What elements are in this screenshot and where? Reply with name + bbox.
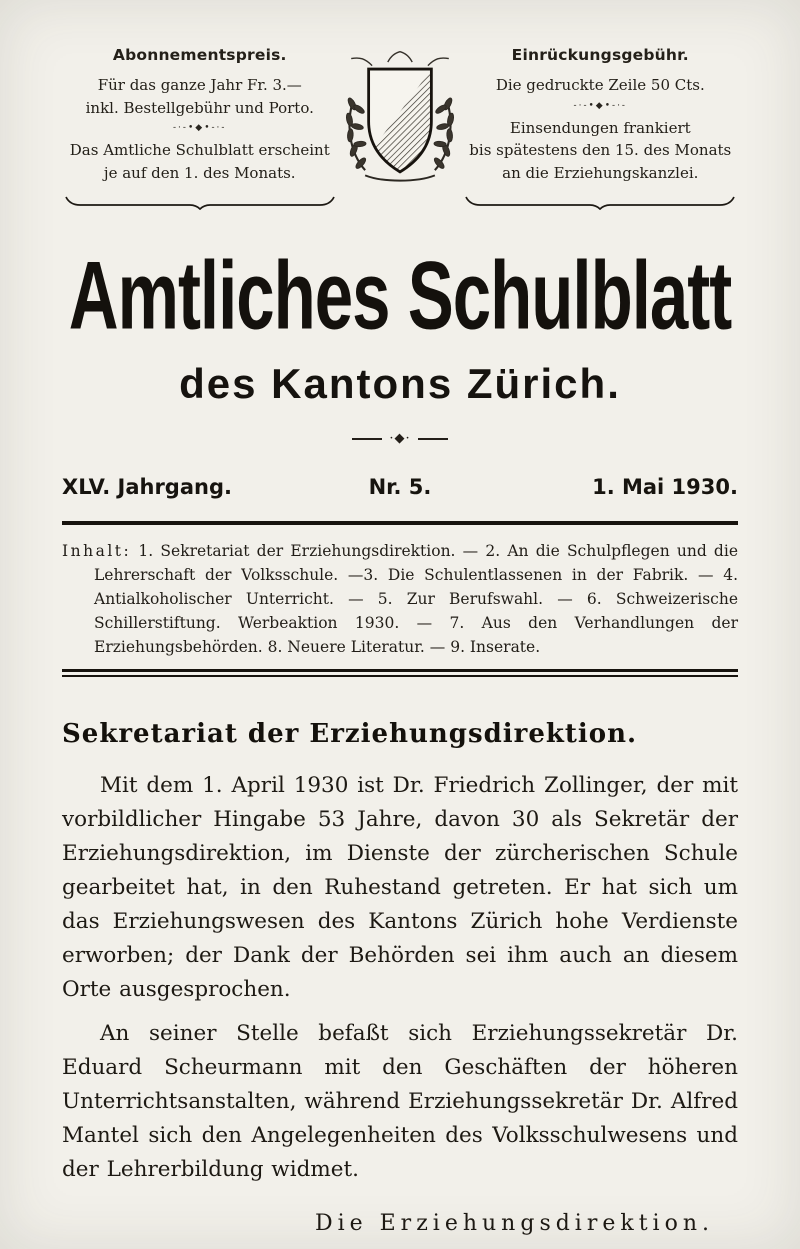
gazette-title: Amtliches Schulblatt (68, 241, 732, 350)
crest-box (337, 44, 462, 186)
ornament-rule-left (352, 438, 382, 440)
gazette-subtitle: des Kantons Zürich. (179, 360, 621, 408)
table-of-contents (62, 539, 738, 659)
fleuron-icon: ·◆· (389, 431, 411, 447)
subscription-line: inkl. Bestellgebühr und Porto. (85, 98, 314, 117)
article-paragraph: An seiner Stelle befaßt sich Erziehungssekretär Dr. Eduard Scheurmann mit den Geschäften der höheren Unterrichtsanstalten, während Erziehungssekretär Dr. Alfred Mantel sich den Angelegenheiten des Volksschulwesens und der Lehrerbildung widmet. (62, 1021, 738, 1182)
issue-number-label: Nr. 5. (368, 475, 432, 500)
inhalt-label: Inhalt: (62, 542, 132, 561)
subscription-price-heading: Abonnementspreis. (112, 46, 287, 64)
issue-date-label: 1. Mai 1930. (592, 475, 738, 500)
ornament-rule-right (418, 438, 448, 440)
zurich-coat-of-arms-icon (339, 48, 461, 186)
heavy-rule (62, 521, 738, 525)
article-paragraph: Mit dem 1. April 1930 ist Dr. Friedrich Zollinger, der mit vorbildlicher Hingabe 53 Jahre, davon 30 als Sekretär der Erziehungsdirektion, im Dienste der zürcherischen Schule gearbeitet hat, in den Ruhestand getreten. Er hat sich um das Erziehungswesen des Kantons Zürich hohe Verdienste erworben; der Dank der Behörden sei ihm auch an diesem Orte ausgesprochen. (62, 773, 738, 1003)
ornament-divider-icon: -·-•◆•-·- (173, 123, 227, 134)
issue-line (62, 475, 738, 499)
masthead-left-column (62, 44, 337, 210)
article-signature: Die Erziehungsdirektion. (314, 1210, 714, 1236)
masthead-title-block (62, 236, 738, 445)
title-ornament (62, 432, 738, 445)
masthead-right-column (463, 44, 738, 210)
publication-schedule-line: je auf den 1. des Monats. (103, 163, 296, 182)
insertion-fee-heading: Einrückungsgebühr. (511, 46, 689, 64)
submission-line: Einsendungen frankiert (509, 118, 691, 137)
brace-underline-icon (63, 194, 337, 210)
insertion-fee-line: Die gedruckte Zeile 50 Cts. (495, 76, 705, 95)
volume-label: XLV. Jahrgang. (62, 475, 232, 500)
inhalt-text: 1. Sekretariat der Erziehungsdirektion. — 2. An die Schulpflegen und die Lehrerschaft der Volksschule. —3. Die Schulentlassenen in der Fabrik. — 4. Antialkoholischer Unterricht. — 5. Zur Berufswahl. — 6. Schweizerische Schillerstiftung. Werbeaktion 1930. — 7. Aus den Verhandlungen der Erziehungsbehörden. 8. Neuere Literatur. — 9. Inserate. (94, 542, 738, 657)
double-rule (62, 669, 738, 677)
brace-underline-icon (463, 194, 737, 210)
submission-line: an die Erziehungskanzlei. (502, 163, 699, 182)
publication-schedule-line: Das Amtliche Schulblatt erscheint (69, 141, 330, 160)
subscription-line: Für das ganze Jahr Fr. 3.— (97, 76, 302, 95)
ornament-divider-icon: -·-•◆•-·- (573, 100, 627, 111)
submission-line: bis spätestens den 15. des Monats (469, 141, 732, 160)
article-heading: Sekretariat der Erziehungsdirektion. (62, 719, 638, 750)
masthead (62, 44, 738, 210)
